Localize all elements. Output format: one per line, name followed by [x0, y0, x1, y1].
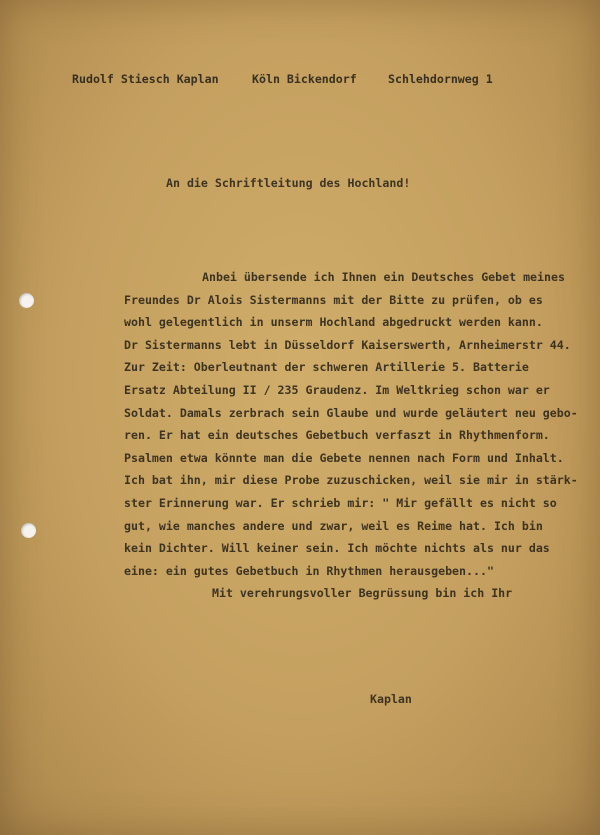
sender-header — [72, 72, 493, 142]
letter-body — [124, 270, 578, 609]
punch-hole-top — [19, 293, 34, 308]
body-line: ren. Er hat ein deutsches Gebetbuch verfaszt in Rhythmenform. — [124, 428, 550, 443]
body-line: ster Erinnerung war. Er schrieb mir: " Mir gefällt es nicht so — [124, 495, 557, 510]
body-line: Soldat. Damals zerbrach sein Glaube und wurde geläutert neu gebo- — [124, 405, 578, 420]
punch-hole-bottom — [21, 523, 36, 538]
signature: Kaplan — [370, 692, 412, 706]
salutation: An die Schriftleitung des Hochland! — [166, 176, 411, 190]
body-line: Ersatz Abteilung II / 235 Graudenz. Im Weltkrieg schon war er — [124, 382, 550, 397]
body-line: Ich bat ihn, mir diese Probe zuzuschicken, weil sie mir in stärk- — [124, 473, 578, 488]
body-line: Dr Sistermanns lebt in Düsseldorf Kaiserswerth, Arnheimerstr 44. — [124, 337, 571, 352]
body-line: Psalmen etwa könnte man die Gebete nennen nach Form und Inhalt. — [124, 450, 564, 465]
sender-name: Rudolf Stiesch Kaplan — [72, 72, 219, 86]
body-line: kein Dichter. Will keiner sein. Ich möchte nichts als nur das — [124, 541, 550, 556]
sender-city: Köln Bickendorf — [252, 72, 357, 86]
closing-line: Mit verehrungsvoller Begrüssung bin ich Ihr — [212, 586, 513, 601]
body-line: Anbei übersende ich Ihnen ein Deutsches Gebet meines — [202, 270, 565, 284]
sender-street: Schlehdornweg 1 — [388, 72, 493, 86]
body-line: Zur Zeit: Oberleutnant der schweren Artillerie 5. Batterie — [124, 360, 529, 375]
body-line: gut, wie manches andere und zwar, weil es Reime hat. Ich bin — [124, 518, 543, 533]
body-line: Freundes Dr Alois Sistermanns mit der Bitte zu prüfen, ob es — [124, 292, 543, 307]
body-line: wohl gelegentlich in unserm Hochland abgedruckt werden kann. — [124, 315, 543, 330]
body-line: eine: ein gutes Gebetbuch in Rhythmen herausgeben..." — [124, 563, 494, 578]
